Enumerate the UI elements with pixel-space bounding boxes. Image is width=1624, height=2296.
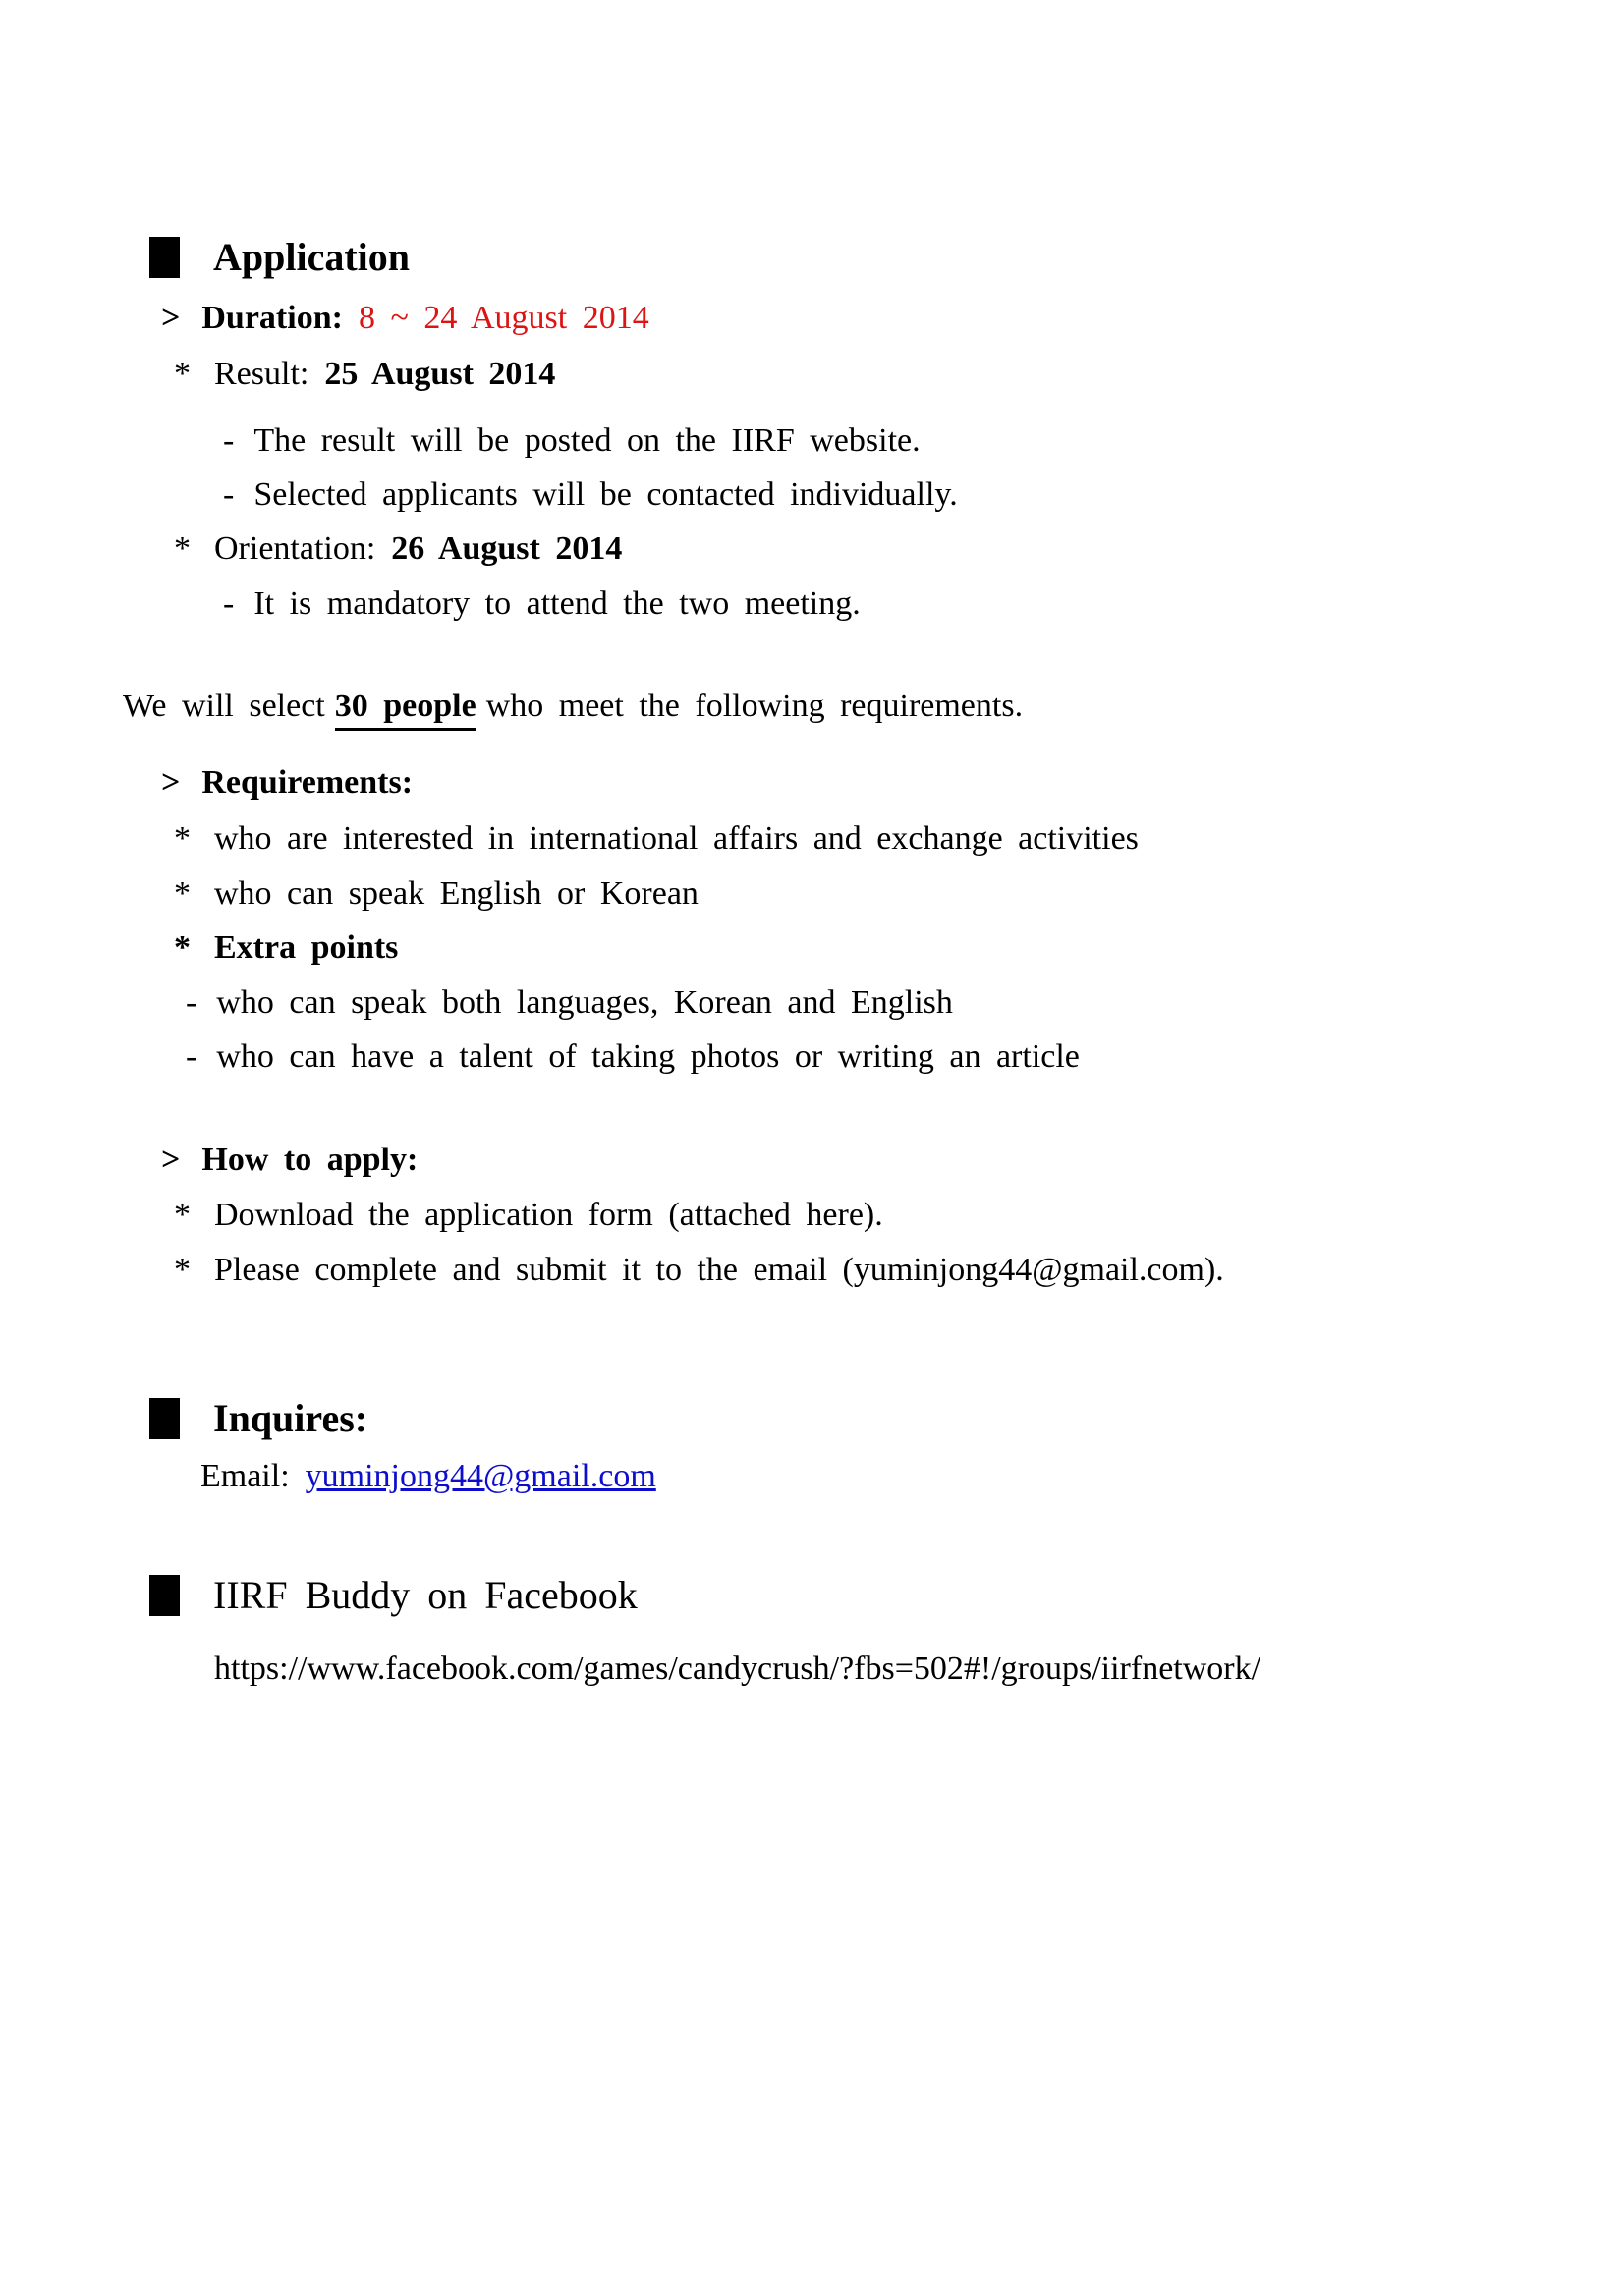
requirement-item-2-text: who can speak English or Korean [214, 875, 699, 912]
black-square-icon [149, 1575, 180, 1616]
extra-points-heading [174, 927, 398, 969]
dash-marker: - [186, 1038, 197, 1075]
section-title-facebook: IIRF Buddy on Facebook [213, 1573, 638, 1617]
dash-marker: - [223, 422, 235, 459]
duration-label: Duration: [201, 300, 343, 336]
how-to-apply-label: How to apply: [201, 1142, 419, 1178]
star-marker: * [174, 1252, 191, 1288]
apply-step-1-text: Download the application form (attached here). [214, 1197, 883, 1233]
orientation-note-text: It is mandatory to attend the two meeting. [253, 586, 861, 622]
result-note-1-text: The result will be posted on the IIRF website. [253, 422, 921, 459]
extra-item-1-text: who can speak both languages, Korean and English [216, 984, 953, 1021]
result-note-2-text: Selected applicants will be contacted individually. [253, 476, 958, 513]
result-note-1 [223, 420, 921, 462]
star-marker: * [174, 356, 191, 392]
extra-item-1 [186, 982, 953, 1024]
apply-step-1 [174, 1195, 883, 1236]
dash-marker: - [223, 586, 235, 622]
section-heading-facebook [149, 1572, 638, 1619]
email-label: Email: [200, 1458, 290, 1494]
selection-sentence [123, 686, 1023, 731]
star-marker: * [174, 875, 191, 912]
selection-highlight: 30 people [335, 686, 476, 731]
requirements-heading-label: Requirements: [201, 764, 414, 801]
star-marker: * [174, 820, 191, 857]
section-title-inquires: Inquires: [213, 1396, 368, 1440]
star-marker: * [174, 1197, 191, 1233]
apply-step-2-text: Please complete and submit it to the email (yuminjong44@gmail.com). [214, 1252, 1224, 1288]
star-marker: * [174, 929, 191, 966]
how-to-apply-heading [161, 1140, 418, 1181]
email-line [200, 1456, 656, 1497]
black-square-icon [149, 237, 180, 278]
extra-item-2-text: who can have a talent of taking photos or writing an article [216, 1038, 1080, 1075]
arrow-marker: > [161, 300, 181, 336]
facebook-url-line [214, 1649, 1260, 1690]
section-heading-application [149, 234, 410, 281]
requirements-heading [161, 762, 413, 804]
apply-step-2 [174, 1250, 1224, 1291]
dash-marker: - [223, 476, 235, 513]
facebook-url: https://www.facebook.com/games/candycrush/?fbs=502#!/groups/iirfnetwork/ [214, 1651, 1261, 1687]
selection-after: who meet the following requirements. [485, 688, 1024, 724]
duration-line [161, 298, 649, 339]
section-heading-inquires [149, 1395, 367, 1442]
arrow-marker: > [161, 764, 181, 801]
orientation-note [223, 584, 861, 625]
result-line [174, 354, 555, 395]
orientation-line [174, 529, 622, 570]
dash-marker: - [186, 984, 197, 1021]
black-square-icon [149, 1398, 180, 1439]
arrow-marker: > [161, 1142, 181, 1178]
requirement-item-1 [174, 818, 1139, 860]
duration-value: 8 ~ 24 August 2014 [358, 300, 649, 336]
orientation-value: 26 August 2014 [391, 531, 623, 567]
result-value: 25 August 2014 [324, 356, 556, 392]
orientation-label: Orientation: [214, 531, 376, 567]
section-title-application: Application [213, 235, 411, 279]
extra-item-2 [186, 1036, 1080, 1078]
result-note-2 [223, 475, 958, 516]
selection-before: We will select [123, 688, 325, 724]
star-marker: * [174, 531, 191, 567]
email-link[interactable]: yuminjong44@gmail.com [305, 1458, 656, 1494]
requirement-item-1-text: who are interested in international affairs and exchange activities [214, 820, 1139, 857]
requirement-item-2 [174, 873, 699, 915]
result-label: Result: [214, 356, 309, 392]
extra-points-label: Extra points [214, 929, 399, 966]
